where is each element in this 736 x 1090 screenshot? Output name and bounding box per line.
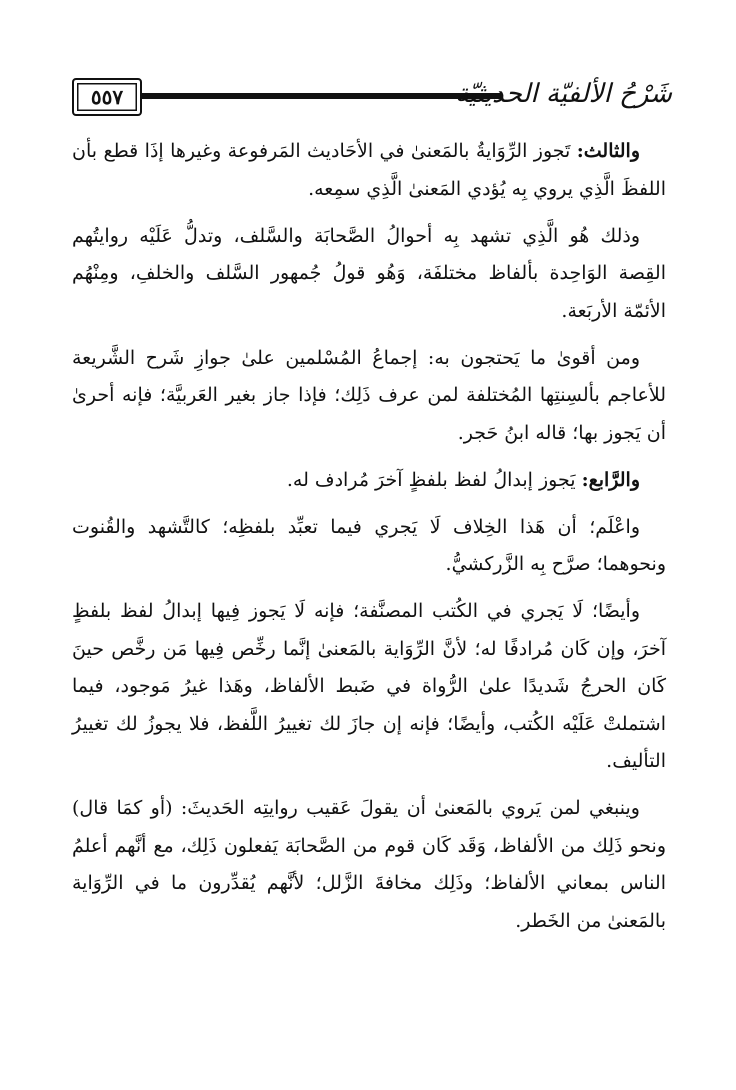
page-header	[72, 72, 676, 120]
paragraph	[72, 509, 666, 584]
paragraph-text: ومن أقوىٰ ما يَحتجون به: إجماعُ المُسْلمين علىٰ جوازِ شَرح الشَّريعة للأعاجم بألسِنتِها المُختلفة لمن عرف ذَلِك؛ فإذا جاز بغير العَربيَّة؛ فإنه أحرىٰ أن يَجوز بها؛ قاله ابنُ حَجر.	[72, 346, 666, 444]
paragraph-text: وذلك هُو الَّذِي تشهد بِه أحوالُ الصَّحابَة والسَّلف، وتدلُّ عَلَيْه روايتُهم القِصة الوَاحِدة بألفاظ مختلفَة، وَهُو قولُ جُمهور السَّلف والخلفِ، ومِنْهُم الأئمّة الأربَعة.	[72, 224, 666, 322]
paragraph-lead: والثالث:	[576, 140, 640, 162]
paragraph	[72, 593, 666, 781]
running-title: شَرْحُ الألفيّة الحديثيّة	[455, 79, 672, 109]
paragraph	[72, 133, 666, 208]
paragraph-text: يَجوز إبدالُ لفظ بلفظٍ آخرَ مُرادف له.	[286, 468, 582, 491]
paragraph-lead: والرَّابع:	[581, 468, 640, 491]
paragraph	[72, 340, 666, 453]
paragraph-text: واعْلَم؛ أن هَذا الخِلاف لَا يَجري فيما تعبِّد بلفظِه؛ كالتَّشهد والقُنوت ونحوهما؛ صرَّح بِه الزَّركشيُّ.	[72, 515, 666, 575]
page-body	[72, 133, 666, 950]
paragraph-text: وينبغي لمن يَروي بالمَعنىٰ أن يقولَ عَقيب روايتِه الحَديثَ: (أو كمَا قال) ونحو ذَلِك من الألفاظ، وَقَد كَان قوم من الصَّحابَة يَفعلون ذَلِك، مع أنَّهم أعلمُ الناس بمعاني الألفاظ؛ وذَلِك مخافةَ الزَّلل؛ لأنَّهم يُقدِّرون ما في الرِّوَاية بالمَعنىٰ من الخَطر.	[72, 797, 666, 932]
paragraph-text: تَجوز الرِّوَايةُ بالمَعنىٰ في الأحَاديث المَرفوعة وغيرها إذَا قطع بأن اللفظَ الَّذِي يروي بِه يُؤدي المَعنىٰ الَّذِي سمِعه.	[72, 140, 666, 200]
paragraph-text: وأيضًا؛ لَا يَجري في الكُتب المصنَّفة؛ فإنه لَا يَجوز فِيها إبدالُ لفظ بلفظٍ آخرَ، وإن كَان مُرادفًا له؛ لأنَّ الرِّوَاية بالمَعنىٰ إنَّما رخِّص فِيها مَن رخَّص حينَ كَان الحرجُ شَديدًا علىٰ الرُّواة في ضَبط الألفاظ، وهَذا غيرُ مَوجود، فيما اشتملتْ عَلَيْه الكُتب، وأيضًا؛ فإنه إن جازَ لك تغييرُ اللَّفظ، فلا يجوزُ لك تغييرُ التأليف.	[72, 600, 666, 772]
header-rule	[142, 93, 502, 99]
paragraph	[72, 790, 666, 940]
paragraph	[72, 462, 666, 500]
page-number: ٥٥٧	[72, 78, 142, 116]
paragraph	[72, 218, 666, 331]
